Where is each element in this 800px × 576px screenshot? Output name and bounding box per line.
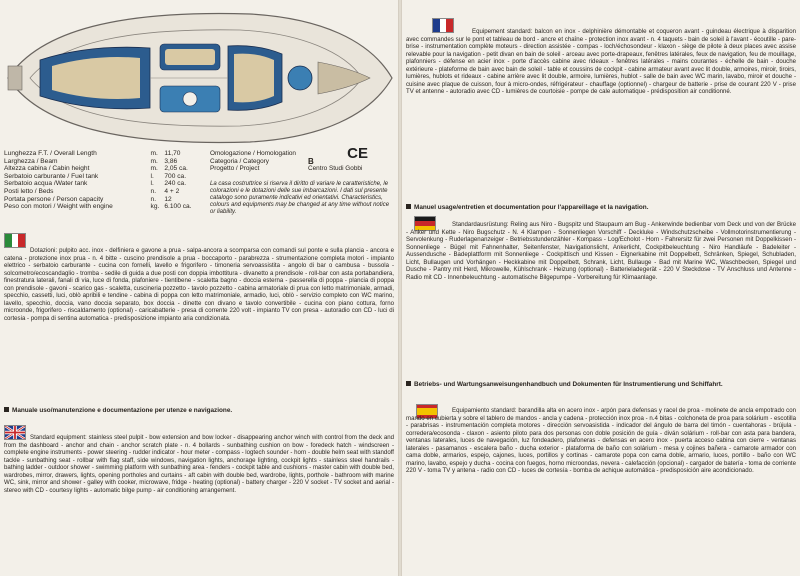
disclaimer-text: La casa costruttrice si riserva il diritto di variare le caratteristiche, le colorazioni e le dotazioni delle sue imbarcazioni. I dati sul presente catalogo sono puramente indicativi ed orientativi. Characteristics, colours and equipments may be changed at any time without notice or liability. [210,180,390,215]
spec-value: 4 + 2 [164,187,180,195]
spec-label: Lunghezza F.T. / Overall Length [4,150,97,157]
cert-value: B [308,156,314,166]
spec-row [4,196,204,204]
spanish-equipment-text: Equipamiento standard: barandilla alta en acero inox - arpón para defensas y racel de proa - molinete de ancla empotrado con mando en cubierta y sobre el tablero de mandos - ancla y cadena - protección inox proa - n.4 bitas - colchoneta de proa para solárium - escotilla - parabrisas - instrumentación completa motores - dirección servoasistida - indicador del ángulo de barra del timón - cuentahoras - brújula - corredera/ecosonda - claxon - asiento piloto para dos personas con doble posición de guía - diván solárium - roll-bar con asta para bandera, ventanas laterales, luces de navegación, luz fondeadero, plafoneras - defensas en acero inox - puerta acceso cabina con cierre - ventanas laterales - pasamanos - escalera baño - ducha exterior - plataforma de baño con solárium - mesa y cojines bañera - camarote armador con cama doble, armarios, espejo, cajones, luces, portillos y cortinas - camarote popa con cama doble, armario, luces, portillo - baño con WC marino, lavabo, espejo y ducha - cocina con fuegos, horno microondas, nevera - calefacción (opcional) - cargador de batería - toma de corriente 220 V - toma TV y antena - radio con CD - luces de cortesía - bomba de achique automática - predisposición aire acondicionado. [406,407,796,475]
english-equipment-text: Standard equipment: stainless steel pulpit - bow extension and bow locker - disappearing anchor winch with control from the deck and from the dashboard - anchor and chain - anchor scratch plate - n. 4 bollards - sunbathing cushion on bow - foredeck hatch - windscreen - complete engine instruments - power steering - rudder indicator - hour meter - compass - logtech sounder - horn - double helm seat with standoff tackle - sunbathing seat - rollbar with flag staff, side windows, navigation lights, anchorage lighting, cockpit lights - stainless steel handrails - bathing ladder - outdoor shower - swimming platform with sunbathing area - fenders - cockpit table and cushions - master cabin with double bed, wardrobes, mirror, drawers, lights, opening portholes and curtains - aft cabin with double bed, wardrobe, lights, porthole - bathroom with marine WC, sink, mirror and shower - galley with cooker, microwave, fridge - heating (optional) - battery charger - 220 V socket - TV socket and aerial - stereo with CD - courtesy lights - automatic bilge pump - air conditioning arrangement. [4,434,394,494]
italian-flag-icon [4,233,26,248]
spec-value: 12 [164,195,172,203]
german-manual-heading [406,381,796,388]
spec-unit: l. [150,180,154,188]
spec-value: 11,70 [164,150,181,157]
certification-block [210,145,396,216]
spec-row [4,203,204,211]
spec-row [4,165,204,173]
spec-label: Posti letto / Beds [4,187,54,195]
spec-row [4,158,204,166]
cert-value: Centro Studi Gobbi [308,165,363,173]
spec-label: Altezza cabina / Cabin height [4,165,90,173]
spec-label: Serbatoio carburante / Fuel tank [4,172,99,180]
spec-value: 700 ca. [164,172,187,180]
german-manual-heading-label: Betriebs- und Wartungsanweisungenhandbuch und Dokumenten für Instrumentierung und Schiffahrt. [414,381,723,388]
specs-table [4,150,204,211]
spec-label: Portata persone / Person capacity [4,195,104,203]
spec-unit: l. [150,172,154,180]
french-manual-heading [406,204,796,211]
french-manual-heading-label: Manuel usage/entretien et documentation pour l'appareillage et la navigation. [414,204,649,211]
italian-equipment-text: Dotazioni: pulpito acc. inox - delfiniera e gavone a prua - salpa-ancora a scomparsa con comandi sul ponte e sulla plancia - ancora e catena - protezione inox prua - n. 4 bitte - cuscino prendisole a prua - boccaporto - parabrezza - strumentazione completa motori - impianto elettrico - serbatoio carburante - cucina con fornelli, lavello e frigorifero - timoneria servoassistita - angolo di bar o cambusa - bussola - solcometro/ecoscandaglio - tromba - sedile di guida a due posti con doppia imbottitura - divanetto a prendisole - roll-bar con asta portabandiera, finestratura laterali, fanali di via, luce di fonda, plafoniere - tientibene - scaletta bagno - doccia esterna - passerella di poppa - plancia di poppa con prendisole - gavoni - scarico gas - scaletta, cuscineria pozzetto - tavolo pozzetto - cabina armatoriale di prua con letto matrimoniale, armadi, specchio, cassetti, luci, oblò apribili e tendine - cabina di poppa con letto matrimoniale, armadio, luci, oblò - servizio completo con WC marino, lavello, specchio, doccia, vano doccia separato, box doccia - dinette con divano e tavolo convertibile - cucina con piano cottura, forno microonde, frigorifero - riscaldamento (optional) - caricabatterie - presa di corrente 220 volt - impianto TV con presa - autoradio con CD - luci di cortesia - pompa di sentina automatica - predisposizione impianto aria condizionata. [4,247,394,322]
french-equipment-text: Equipement standard: balcon en inox - delphinière démontable et coqueron avant - guindeau électrique à disparition avec commandes sur le pont et tableau de bord - ancre et chaîne - protection inox avant - n. 4 taquets - bain de soleil à l'avant - écoutille - pare-brise - instrumentation complète moteurs - direction assistée - compas - loch/échosondeur - klaxon - siège de pilote à deux places avec assise relevable pour la navigation - petit divan en bain de soleil - arceau avec porte-drapeaux, fenêtres latérales, feux de navigation, feu de mouillage, plafonniers - défense en acier inox - porte d'accès cabine avec rideaux - fenêtres latérales - mains courantes - échelle de bain - douche extérieure - plateforme de bain avec bain de soleil - table et coussins de cockpit - cabine armateur avant avec lit double, armoires, miroir, tiroirs, lumières, hublots et rideaux - cabine arrière avec lit double, armoire, lumières, hublot - salle de bain avec WC marin, lavabo, miroir et douche - cuisine avec plaque de cuisson, four à micro-ondes, réfrigérateur - chauffage (optionnel) - chargeur de batterie - prise de courant 220 V - prise TV et antenne - autoradio avec CD - lumières de courtoisie - pompe de cale automatique - prédisposition air conditionné. [406,28,796,96]
right-page [402,0,800,576]
spec-unit: n. [150,195,157,203]
spec-value: 2,05 ca. [164,165,188,173]
spec-unit: m. [150,165,158,173]
spec-row [4,173,204,181]
ce-mark-logo: CE [347,145,368,162]
cert-row [210,165,396,173]
deck-plan-drawing [0,0,398,148]
spec-label: Serbatoio acqua /Water tank [4,180,88,188]
italian-manual-heading-label: Manuale uso/manutenzione e documentazione per utenze e navigazione. [12,407,233,414]
cert-label: Omologazione / Homologation [210,150,296,157]
cert-label: Progetto / Project [210,165,260,173]
spec-unit: m. [150,157,158,165]
spec-unit: kg. [150,203,160,211]
left-page [0,0,398,576]
spec-unit: m. [150,150,158,157]
italian-manual-heading [4,407,394,414]
spec-label: Larghezza / Beam [4,157,58,165]
german-equipment-text: Standardausrüstung: Reling aus Niro - Bugspitz und Staupaum am Bug - Ankerwinde bedienbar vom Deck und von der Brücke - Anker und Kette - Niro Bugschutz - N. 4 Klampen - Sonnenliegen Vorschiff - Deckluke - Windschutzscheibe - Vollmotorinstrumentierung - Servolenkung - Ruderlagenanzeiger - Betriebsstundenzähler - Kompass - Log/Echolot - Horn - Fahrersitz für zwei Personen mit Doppelkissen - Sonnenliege - Bügel mit Fahnenhalter, Seitenfenster, Navigationslicht, Ankerlicht, Cockpitbeleuchtung - Niro Handläufe - Badeleiter - Aussendusche - Badeplattform mit Sonnenliege - Cockpittisch und Kissen - Eignerkabine mit Doppelbett, Schränken, Spiegel, Schubladen, Licht, Bullaugen und Vorhängen - Heckkabine mit Doppelbett, Schrank, Licht, Bullauge - Bad mit Marine WC, Waschbecken, Spiegel und Dusche - Pantry mit Herd, Mikrowelle, Kühlschrank - Heizung (optional) - Batterieladegerät - 220 V Steckdose - TV Anschluss und Antenne - Radio mit CD - Innenbeleuchtung - automatische Bilgepumpe - Vorbereitung für Klimaanlage. [406,221,796,281]
spec-row [4,180,204,188]
spec-unit: n. [150,187,157,195]
spec-label: Peso con motori / Weight with engine [4,203,113,211]
spec-value: 3,86 [164,157,178,165]
spec-value: 6.100 ca. [164,203,192,211]
spec-row [4,150,204,158]
cert-label: Categoria / Category [210,157,269,165]
spec-value: 240 ca. [164,180,187,188]
cert-row [210,158,396,166]
spec-row [4,188,204,196]
